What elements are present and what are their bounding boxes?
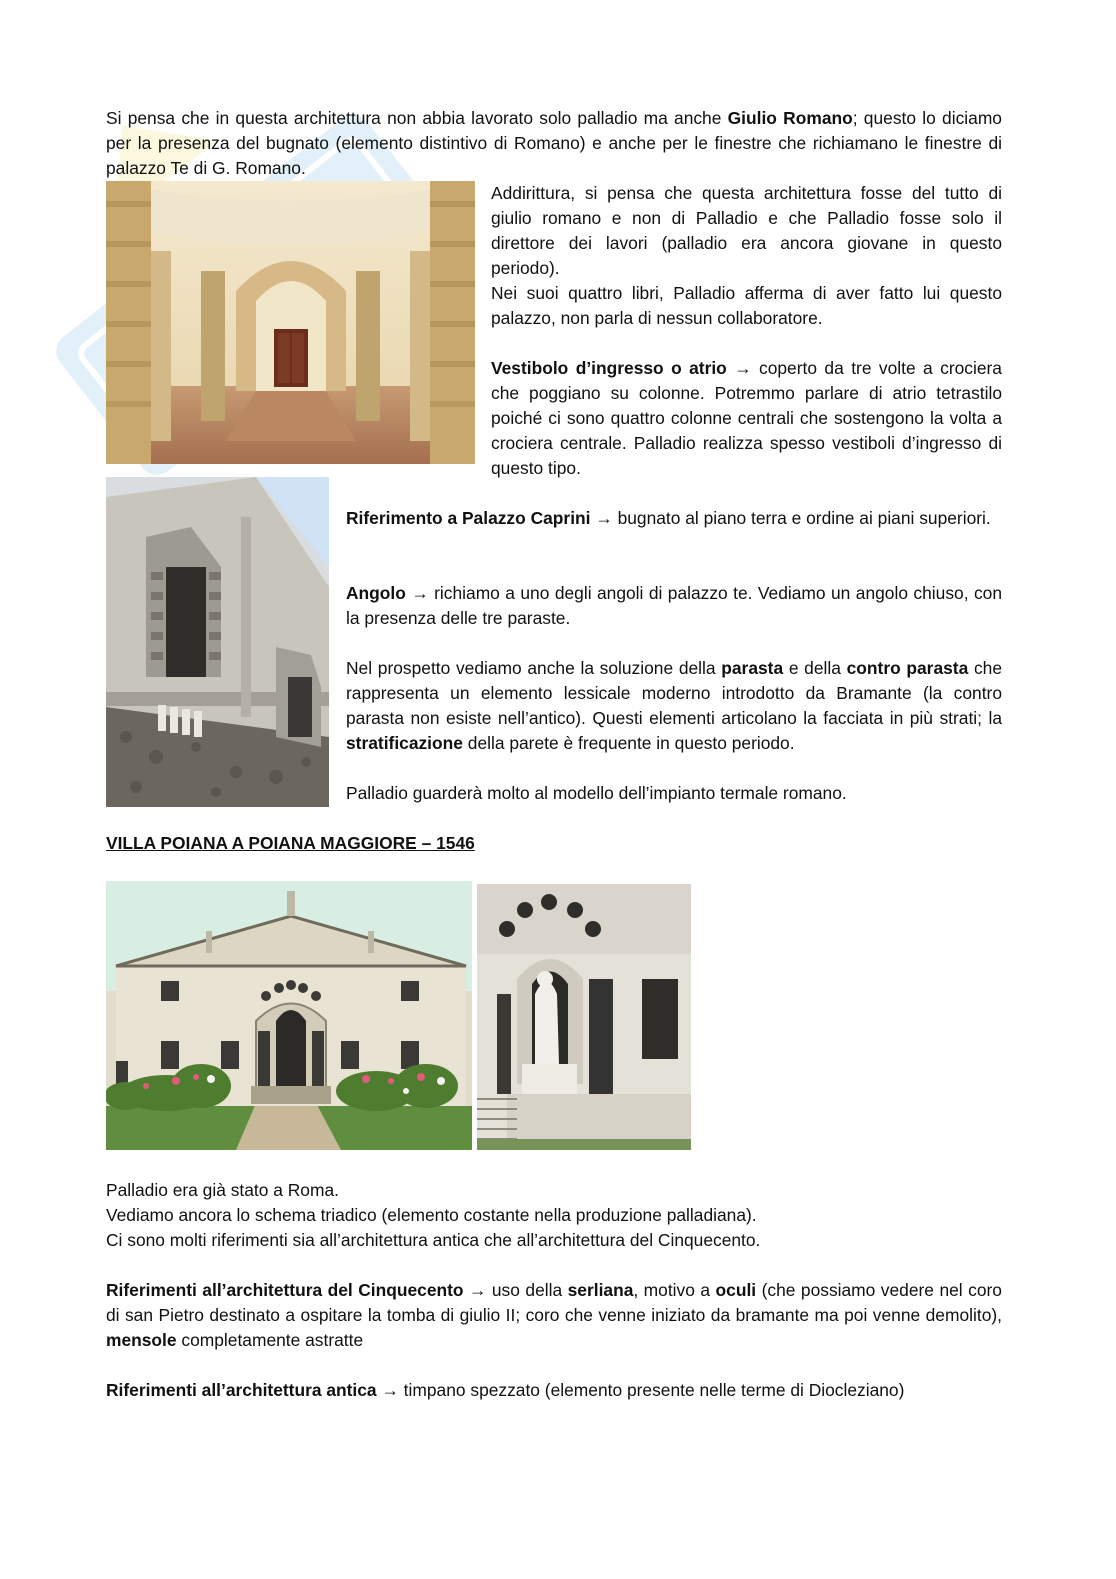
atrium-photo <box>106 181 475 464</box>
antica-paragraph: Riferimenti all’architettura antica → timpano spezzato (elemento presente nelle terme di Diocleziano) <box>106 1380 905 1400</box>
roma-paragraph: Palladio era già stato a Roma. Vediamo ancora lo schema triadico (elemento costante nella produzione palladiana). Ci sono molti riferimenti sia all’architettura antica che all’architettura del Cinquecento. <box>106 1180 761 1250</box>
termale-paragraph: Palladio guarderà molto al modello dell’impianto termale romano. <box>346 783 847 803</box>
prospetto-paragraph: Nel prospetto vediamo anche la soluzione della parasta e della contro parasta che rappresenta un elemento lessicale moderno introdotto da Bramante (la contro parasta non esiste nell’antico). Questi elementi articolano la facciata in più strati; la stratificazione della parete è frequente in questo periodo. <box>346 658 1002 753</box>
villa-poiana-photo <box>106 881 472 1150</box>
facade-detail-photo <box>106 477 329 807</box>
angolo-paragraph: Angolo → richiamo a uno degli angoli di palazzo te. Vediamo un angolo chiuso, con la presenza delle tre paraste. <box>346 583 1002 628</box>
section-heading: VILLA POIANA A POIANA MAGGIORE – 1546 <box>106 833 475 853</box>
vestibolo-paragraph: Vestibolo d’ingresso o atrio → coperto da tre volte a crociera che poggiano su colonne. Potremmo parlare di atrio tetrastilo poiché ci sono quattro colonne centrali che sostengono la volta a crociera centrale. Palladio realizza spesso vestiboli d’ingresso di questo tipo. <box>491 358 1002 478</box>
caprini-paragraph: Riferimento a Palazzo Caprini → bugnato al piano terra e ordine ai piani superiori. <box>346 508 991 528</box>
addirittura-paragraph: Addirittura, si pensa che questa architettura fosse del tutto di giulio romano e non di Palladio e che Palladio fosse solo il direttore dei lavori (palladio era ancora giovane in questo periodo). Nei suoi quattro libri, Palladio afferma di aver fatto lui questo palazzo, non parla di nessun collaboratore. <box>491 183 1002 328</box>
cinquecento-paragraph: Riferimenti all’architettura del Cinquecento → uso della serliana, motivo a oculi (che possiamo vedere nel coro di san Pietro destinato a ospitare la tomba di giulio II; coro che venne iniziato da bramante ma poi venne demolito), mensole completamente astratte <box>106 1280 1002 1350</box>
giulio-romano-bold: Giulio Romano <box>727 108 853 128</box>
intro-paragraph: Si pensa che in questa architettura non abbia lavorato solo palladio ma anche Giulio Romano; questo lo diciamo per la presenza del bugnato (elemento distintivo di Romano) e anche per le finestre che richiamano le finestre di palazzo Te di G. Romano. <box>106 108 1002 178</box>
villa-poiana-detail-photo <box>477 884 691 1150</box>
